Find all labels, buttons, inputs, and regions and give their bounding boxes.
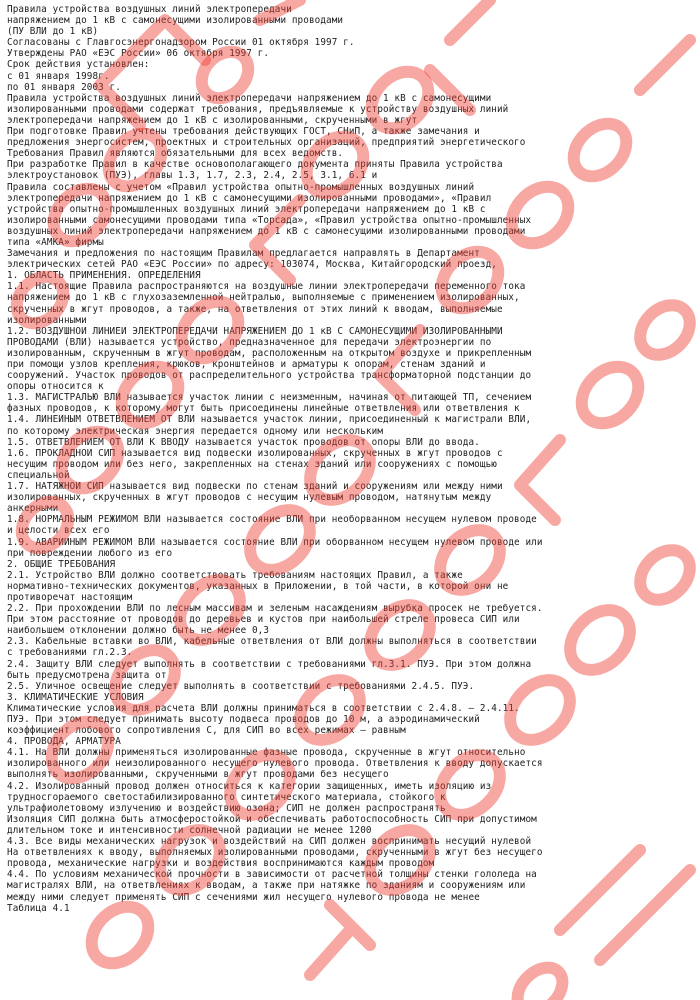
text-line: 2.4. Защиту ВЛИ следует выполнять в соответствии с требованиями гл.3.1. ПУЭ. При этом должна bbox=[7, 658, 532, 670]
text-line: При разработке Правил в качестве основополагающего документа приняты Правила устройства bbox=[7, 159, 503, 171]
text-line: электропередачи напряжением до 1 кВ с изолированными, скрученными в жгут bbox=[7, 114, 418, 126]
text-line: 1. ОБЛАСТЬ ПРИМЕНЕНИЯ. ОПРЕДЕЛЕНИЯ bbox=[7, 270, 201, 282]
text-line: напряжением до 1 кВ с самонесущими изолированными проводами bbox=[7, 15, 344, 27]
text-line: предложения энергосистем, проектных и строительных организаций, предприятий энергетического bbox=[7, 137, 526, 149]
text-line: воздушных линий электропередачи напряжением до 1 кВ с самонесущими изолированными проводами bbox=[7, 225, 526, 237]
text-line: изолированных, скрученных в жгут проводов с несущим нулевым проводом, натянутым между bbox=[7, 492, 492, 504]
text-line: 4.4. По условиям механической прочности в зависимости от расчетной толщины стенки гололеда на bbox=[7, 869, 537, 881]
text-line: по 01 января 2003 г. bbox=[7, 81, 121, 93]
text-line: специальной bbox=[7, 469, 70, 481]
text-line: Утверждены РАО «ЕЭС России» 06 октября 1997 г. bbox=[7, 48, 270, 60]
text-line: 1.7. НАТЯЖНОЙ СИП называется вид подвески по стенам зданий и сооружениям или между ними bbox=[7, 481, 503, 493]
text-line: по которому электрическая энергия передается одному или нескольким bbox=[7, 425, 384, 437]
text-line: изолированными проводами содержат требования, предъявляемые к устройству воздушных линий bbox=[7, 103, 509, 115]
text-line: ПРОВОДАМИ (ВЛИ) называется устройство, предназначенное для передачи электроэнергии по bbox=[7, 336, 492, 348]
text-line: При этом расстояние от проводов до деревьев и кустов при наибольшей стреле провеса СИП или bbox=[7, 614, 520, 626]
text-line: На ответвлениях к вводу, выполняемых изолированными проводами, скрученными в жгут без несущего bbox=[7, 847, 543, 859]
text-line: сооружений. Участок проводов от распределительного устройства трансформаторной подстанции до bbox=[7, 370, 532, 382]
text-line: электрических сетей РАО «ЕЭС России» по адресу: 103074, Москва, Китайгородский проезд, bbox=[7, 259, 497, 271]
text-line: 4. ПРОВОДА, АРМАТУРА bbox=[7, 736, 121, 748]
text-line: Правила устройства воздушных линий электропередачи bbox=[7, 4, 292, 15]
document-body bbox=[7, 4, 695, 914]
text-line: и целости всех его bbox=[7, 525, 110, 537]
text-line: 2.5. Уличное освещение следует выполнять в соответствии с требованиями 2.4.5. ПУЭ. bbox=[7, 680, 475, 692]
text-line: при помощи узлов крепления, крюков, кронштейнов и арматуры к опорам, стенам зданий и bbox=[7, 359, 486, 370]
text-line: 1.1. Настоящие Правила распространяются на воздушные линии электропередачи переменного тока bbox=[7, 281, 526, 293]
text-line: изолированными самонесущими проводами типа «Торсада», «Правил устройства опытно-промышленных bbox=[7, 214, 532, 226]
text-line: 1.2. ВОЗДУШНОЙ ЛИНИЕЙ ЭЛЕКТРОПЕРЕДАЧИ НАПРЯЖЕНИЕМ ДО 1 кВ С САМОНЕСУЩИМИ ИЗОЛИРОВАННЫМИ bbox=[7, 325, 503, 337]
text-line: 2.1. Устройство ВЛИ должно соответствовать требованиям настоящих Правил, а также bbox=[7, 569, 463, 581]
text-line: Изоляция СИП должна быть атмосферостойкой и обеспечивать работоспособность СИП при допустимом bbox=[7, 813, 537, 825]
text-line: Замечания и предложения по настоящим Правилам предлагается направлять в Департамент bbox=[7, 248, 480, 260]
text-line: электроустановок (ПУЭ), главы 1.3, 1.7, 2.3, 2.4, 2.5, 3.1, 6.1 и bbox=[7, 170, 378, 182]
text-line: 4.3. Все виды механических нагрузок и воздействий на СИП должен воспринимать несущий нулевой bbox=[7, 836, 532, 848]
text-line: противоречат настоящим bbox=[7, 591, 133, 603]
text-line: Срок действия установлен: bbox=[7, 59, 150, 71]
text-line: изолированного или неизолированного несущего нулевого провода. Ответвления к вводу допускается bbox=[7, 758, 543, 770]
text-line: устройства опытно-промышленных воздушных линий электропередачи напряжением до 1 кВ с bbox=[7, 203, 486, 215]
text-line: коэффициент лобового сопротивления С, для СИП во всех режимах — равным bbox=[7, 725, 406, 737]
text-line: типа «АМКА» фирмы bbox=[7, 236, 104, 248]
text-line: длительном токе и интенсивности солнечной радиации не менее 1200 bbox=[7, 824, 372, 836]
text-line: при повреждении любого из его bbox=[7, 547, 173, 559]
text-line: выполнять изолированными, скрученными в жгут проводами без несущего bbox=[7, 769, 389, 781]
text-line: 1.9. АВАРИЙНЫМ РЕЖИМОМ ВЛИ называется состояние ВЛИ при оборванном несущем нулевом проводе или bbox=[7, 536, 543, 548]
text-line: (ПУ ВЛИ до 1 кВ) bbox=[7, 26, 99, 38]
text-line: с требованиями гл.2.3. bbox=[7, 647, 133, 659]
text-line: наибольшем отклонении должно быть не менее 0,3 bbox=[7, 625, 270, 637]
text-line: 4.2. Изолированный провод должен относиться к категории защищенных, иметь изоляцию из bbox=[7, 780, 492, 792]
text-line: с 01 января 1998г. bbox=[7, 70, 110, 82]
text-line: быть предусмотрена защита от bbox=[7, 669, 167, 681]
text-line: 2. ОБЩИЕ ТРЕБОВАНИЯ bbox=[7, 558, 116, 570]
text-line: Требования Правил являются обязательными для всех ведомств. bbox=[7, 148, 344, 160]
text-line: анкерными bbox=[7, 503, 59, 515]
text-line: электропередачи напряжением до 1 кВ с самонесущими изолированными проводами», «Правил bbox=[7, 192, 492, 204]
text-line: 1.4. ЛИНЕЙНЫМ ОТВЕТВЛЕНИЕМ ОТ ВЛИ называется участок линии, присоединенный к магистрали ВЛИ, bbox=[7, 414, 532, 426]
text-line: фазных проводов, к которому могут быть присоединены линейные ответвления или ответвления к bbox=[7, 403, 520, 415]
text-line: опоры относится к bbox=[7, 381, 104, 393]
text-line: 2.3. Кабельные вставки во ВЛИ, кабельные ответвления от ВЛИ должны выполняться в соответствии bbox=[7, 636, 537, 648]
text-line: 2.2. При прохождении ВЛИ по лесным массивам и зеленым насаждениям вырубка просек не требуется. bbox=[7, 603, 543, 615]
text-line: Правила устройства воздушных линий электропередачи напряжением до 1 кВ с самонесущими bbox=[7, 92, 492, 104]
text-line: Таблица 4.1 bbox=[7, 902, 70, 914]
text-line: между ними следует применять СИП с сечениями жил несущего нулевого провода не менее bbox=[7, 891, 480, 903]
text-line: ПУЭ. При этом следует принимать высоту подвеса проводов до 10 м, а аэродинамический bbox=[7, 714, 480, 725]
text-line: 1.8. НОРМАЛЬНЫМ РЕЖИМОМ ВЛИ называется состояние ВЛИ при необорванном несущем нулевом проводе bbox=[7, 514, 537, 526]
text-line: При подготовке Правил учтены требования действующих ГОСТ, СНиП, а также замечания и bbox=[7, 126, 480, 138]
text-line: магистралях ВЛИ, на ответвлениях к вводам, а также при натяжке по зданиям и сооружениям или bbox=[7, 880, 526, 892]
text-line: трудносгораемого светостабилизированного синтетического материала, стойкого к bbox=[7, 791, 446, 803]
text-line: напряжением до 1 кВ с глухозаземленной нейтралью, выполняемые с применением изолированных, bbox=[7, 292, 520, 304]
text-line: 1.6. ПРОКЛАДНОЙ СИП называется вид подвески изолированных, скрученных в жгут проводов с bbox=[7, 447, 503, 459]
text-line: 3. КЛИМАТИЧЕСКИЕ УСЛОВИЯ bbox=[7, 691, 144, 703]
text-line: несущим проводом или без него, закрепленных на стенах зданий или сооружениях с помощью bbox=[7, 458, 497, 470]
text-line: провода, механические нагрузки и воздействия воспринимаются каждым проводом bbox=[7, 858, 435, 870]
text-line: изолированным, скрученным в жгут проводам, расположенным на открытом воздухе и прикрепленным bbox=[7, 347, 532, 359]
text-line: Правила составлены с учетом «Правил устройства опытно-промышленных воздушных линий bbox=[7, 181, 475, 193]
text-line: 1.5. ОТВЕТВЛЕНИЕМ ОТ ВЛИ К ВВОДУ называется участок проводов от опоры ВЛИ до ввода. bbox=[7, 436, 480, 448]
text-line: нормативно-технических документов, указанных в Приложении, в той части, в которой они не bbox=[7, 580, 509, 592]
text-line: 4.1. На ВЛИ должны применяться изолированные фазные провода, скрученные в жгут относительно bbox=[7, 747, 526, 759]
text-line: Климатические условия для расчета ВЛИ должны приниматься в соответствии с 2.4.8. — 2.4.11. bbox=[7, 702, 520, 714]
text-line: изолированными bbox=[7, 314, 87, 326]
text-line: скрученных в жгут проводов, а также, на ответвления от этих линий к вводам, выполняемые bbox=[7, 303, 503, 315]
text-line: 1.3. МАГИСТРАЛЬЮ ВЛИ называется участок линии с неизменным, начиная от питающей ТП, сечением bbox=[7, 392, 532, 404]
text-line: ультрафиолетовому излучению и воздействию озона; СИП не должен распространять bbox=[7, 802, 446, 814]
text-line: Согласованы с Главгосэнергонадзором России 01 октября 1997 г. bbox=[7, 37, 355, 49]
